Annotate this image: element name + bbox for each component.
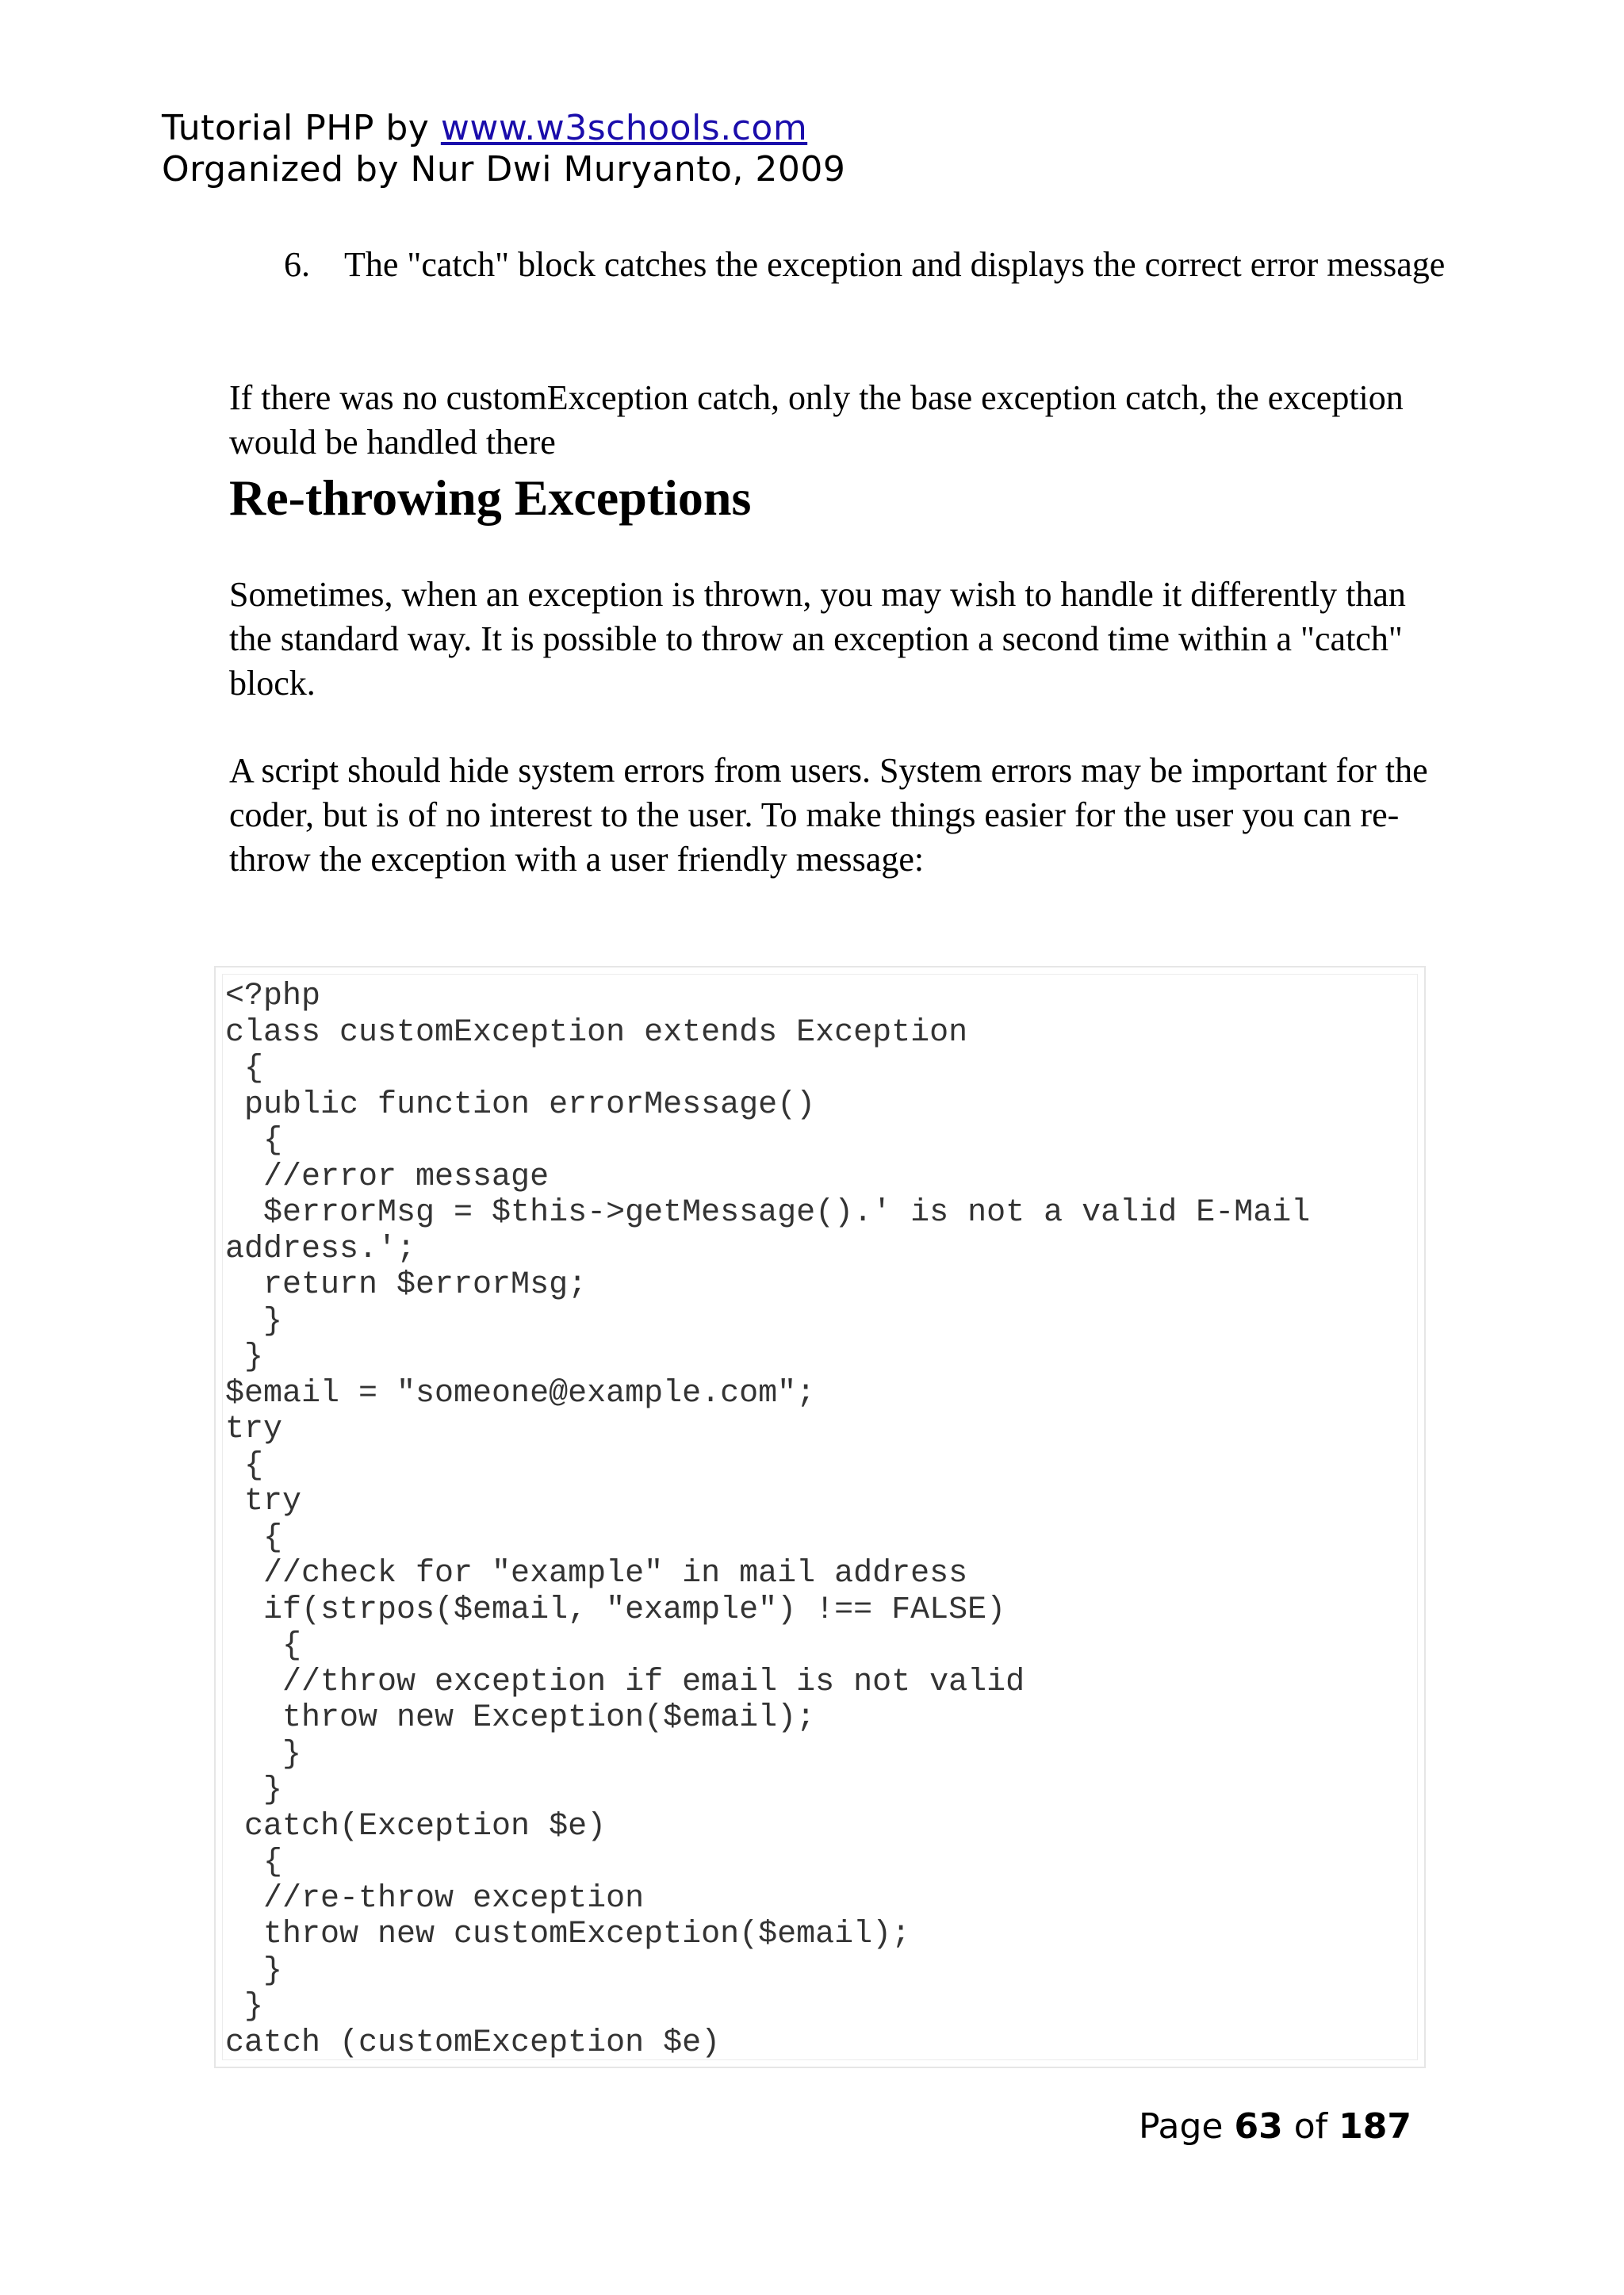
w3schools-link[interactable]: www.w3schools.com [440,108,808,148]
header-line-2: Organized by Nur Dwi Muryanto, 2009 [162,149,846,190]
total-pages: 187 [1339,2106,1411,2147]
list-item-number: 6. [284,245,310,284]
page-footer [1139,2105,1411,2149]
paragraph-rethrow-intro: Sometimes, when an exception is thrown, you may wish to handle it differently than the standard way. It is possible to throw an exception a second time within a "catch" block. [229,575,1406,703]
code-text: <?php class customException extends Exception { public function errorMessage() { //error message $errorMsg = $this->getMessage().' is not a valid E-Mail address.'; return $errorMsg; } } $email = "someone@example.com"; try { try { //check for "example" in mail address if(strpos($email, "example") !== FALSE) { //throw exception if email is not valid throw new Exception($email); } } catch(Exception $e) { //re-throw exception throw new customException($email); } } catch (customException $e) [225,979,1311,2061]
paragraph-hide-errors: A script should hide system errors from users. System errors may be important for the coder, but is of no interest to the user. To make things easier for the user you can re-throw the exception with a user friendly message: [229,751,1428,879]
paragraph-no-custom-catch: If there was no customException catch, only the base exception catch, the exception would be handled there [229,378,1404,462]
of-word: of [1293,2106,1328,2147]
header-line-1 [162,108,845,149]
header-title: Tutorial PHP by [162,108,441,148]
page-header [162,108,845,190]
section-heading: Re-throwing Exceptions [229,469,752,526]
page-word: Page [1138,2106,1224,2147]
list-item-text: The "catch" block catches the exception and displays the correct error message [344,245,1446,284]
list-item [284,243,1457,287]
page-number: 63 [1234,2106,1283,2147]
code-block [214,966,1426,2068]
